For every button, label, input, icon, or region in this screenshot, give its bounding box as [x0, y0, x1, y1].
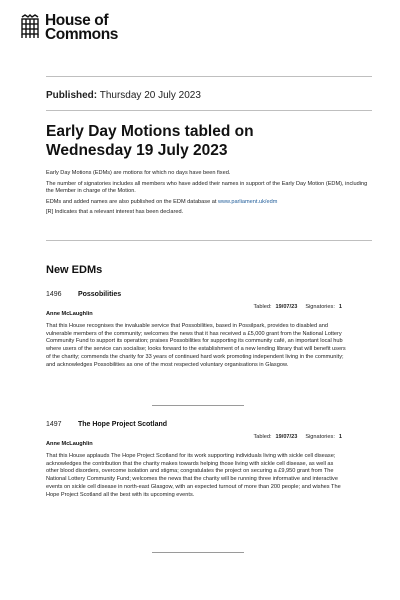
published-line [46, 90, 201, 101]
edm-meta [254, 434, 343, 440]
edm-separator [152, 552, 244, 553]
intro-paragraph-1: Early Day Motions (EDMs) are motions for which no days have been fixed. [46, 170, 231, 176]
portcullis-icon [20, 14, 40, 40]
intro-paragraph-2: The number of signatories includes all members who have added their names in support of the Early Day Motion (EDM), including the Member in charge of the Motion. [46, 180, 368, 195]
tabled-date: 19/07/23 [275, 434, 298, 440]
published-date: Thursday 20 July 2023 [99, 90, 201, 101]
edm-title: The Hope Project Scotland [77, 421, 168, 428]
signatories-count: 1 [338, 304, 342, 310]
intro-notes [46, 170, 374, 220]
edm-motion-text: That this House recognises the invaluable service that Possobilities, based in Possilpark, provides to disabled and vulnerable members of the community; welcomes the news that it has received a £5,000 grant from the National Lottery Community Fund to support its operation; praises Possobilities for supporting its community café, an important local hub where users of the service can socialise; looks forward to the establishment of a new lending library that will benefit users of the charity; commends the charity for 33 years of continued hard work promoting independent living in the community; and acknowledges Possobilities as one of the most respected voluntary organisations in Glasgow. [46, 323, 346, 368]
header-divider [46, 76, 372, 77]
edm-title: Possobilities [77, 291, 122, 298]
house-of-commons-logo [20, 14, 118, 42]
tabled-date: 19/07/23 [275, 304, 298, 310]
edm-sponsor: Anne McLaughlin [46, 441, 93, 447]
tabled-label: Tabled: [253, 434, 272, 440]
logo-line-1: House of [45, 12, 109, 29]
page-title [46, 122, 366, 160]
edm-sponsor: Anne McLaughlin [46, 311, 93, 317]
published-label: Published: [46, 90, 98, 101]
intro-paragraph-4: [R] Indicates that a relevant interest has been declared. [46, 209, 184, 216]
edm-number: 1497 [46, 421, 62, 428]
edm-entry-1496 [46, 290, 374, 368]
signatories-count: 1 [338, 434, 342, 440]
signatories-label: Signatories: [305, 434, 335, 440]
intro-paragraph-3 [46, 199, 374, 207]
edm-heading [46, 420, 374, 429]
edm-separator [152, 405, 244, 406]
tabled-label: Tabled: [253, 304, 272, 310]
section-heading: New EDMs [46, 264, 103, 276]
signatories-label: Signatories: [305, 304, 335, 310]
edm-heading [46, 290, 374, 299]
logo-line-2: Commons [45, 26, 118, 43]
edm-number: 1496 [46, 291, 62, 298]
edm-database-link[interactable]: www.parliament.uk/edm [217, 198, 278, 205]
logo-wordmark [45, 14, 118, 42]
edm-entry-1497 [46, 420, 374, 498]
edm-motion-text: That this House applauds The Hope Project Scotland for its work supporting individuals living with sickle cell disease; acknowledges the contribution that the charity makes towards helping those living with sickle cell disease, as well as other blood disorders, overcome isolation and stigma; congratulates the project on securing a £9,950 grant from The National Lottery Community Fund; welcomes the news that the charity will be running three informative and interactive events on sickle cell disease in north-east Glasgow, with an expected turnout of more than 200 people; and wishes The Hope Project Scotland all the best with its upcoming events. [46, 453, 341, 498]
page-title-line-2: Wednesday 19 July 2023 [46, 142, 228, 159]
intro-divider [46, 240, 372, 241]
page-title-line-1: Early Day Motions tabled on [46, 123, 254, 140]
intro-paragraph-3-text: EDMs and added names are also published on the EDM database at [46, 198, 217, 205]
published-divider [46, 110, 372, 111]
edm-meta [254, 304, 343, 310]
